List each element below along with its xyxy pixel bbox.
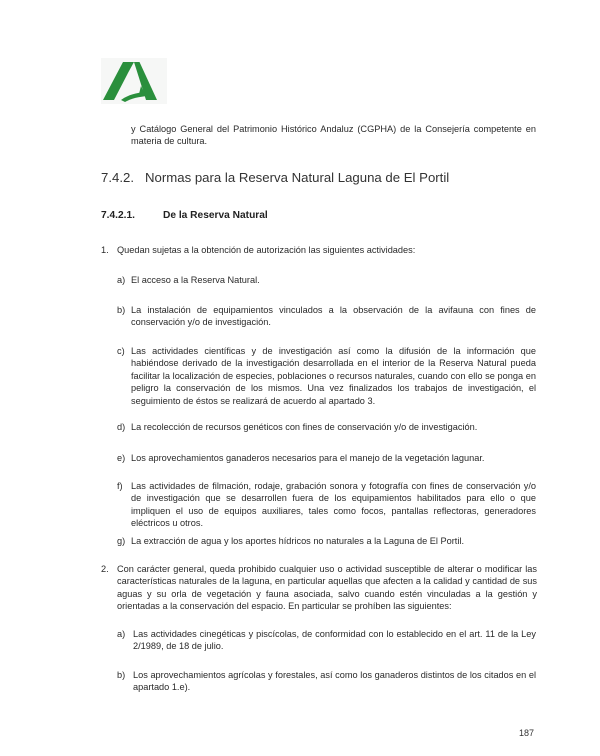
section-heading: [101, 170, 449, 185]
sublist-marker: c): [117, 346, 125, 356]
sublist-item-text: Las actividades cinegéticas y piscícolas, de conformidad con lo establecido en el art. 11 de la Ley 2/1989, de 18 de julio.: [133, 629, 536, 652]
sublist-marker: b): [117, 305, 126, 315]
list-item-text: Con carácter general, queda prohibido cualquier uso o actividad susceptible de alterar o modificar las características naturales de la laguna, en particular aquellas que afecten a la calidad y cantidad de sus aguas y su orla de vegetación y fauna asociada, salvo cuando estén vinculadas a la gestión y orientadas a la conservación del espacio. En particular se prohíben las siguientes:: [117, 564, 537, 612]
sublist-marker: a): [117, 275, 126, 285]
subsection-title: De la Reserva Natural: [163, 210, 268, 221]
subsection-number: 7.4.2.1.: [101, 210, 135, 221]
sublist-marker: e): [117, 453, 126, 463]
sublist-item-text: Las actividades de filmación, rodaje, grabación sonora y fotografía con fines de conservación y/o de investigación que se desarrollen fuera de los equipamientos habilitados para ello o que impliquen el uso de equipos auxiliares, tales como focos, pantallas reflectoras, generadores eléctricos u otros.: [131, 481, 536, 529]
sublist-item-text: La extracción de agua y los aportes hídricos no naturales a la Laguna de El Portil.: [131, 536, 464, 546]
subsection-heading: [101, 210, 268, 221]
sublist-item-text: Los aprovechamientos agrícolas y forestales, así como los ganaderos distintos de los citados en el apartado 1.e).: [133, 670, 536, 693]
sublist-marker: b): [117, 670, 126, 680]
sublist-item-text: La instalación de equipamientos vinculados a la observación de la avifauna con fines de conservación y/o de investigación.: [131, 305, 536, 328]
intro-paragraph: y Catálogo General del Patrimonio Histórico Andaluz (CGPHA) de la Consejería competente en materia de cultura.: [131, 124, 536, 147]
list-marker: 2.: [101, 564, 109, 574]
sublist-marker: d): [117, 422, 126, 432]
list-marker: 1.: [101, 245, 109, 255]
section-title: Normas para la Reserva Natural Laguna de El Portil: [145, 170, 450, 185]
section-number: 7.4.2.: [101, 170, 134, 185]
page-number: 187: [519, 728, 535, 738]
sublist-item-text: Las actividades científicas y de investigación así como la difusión de la información que habiéndose derivado de la investigación desarrollada en el interior de la Reserva Natural pueda facilitar la localización de especies, poblaciones o recursos naturales, cuando con ello se ponga en peligro la conservación de los mismos. Una vez finalizados los trabajos de investigación, el seguimiento de éstos se realizará de acuerdo al apartado 3.: [131, 346, 536, 406]
sublist-item-text: La recolección de recursos genéticos con fines de conservación y/o de investigación.: [131, 422, 478, 432]
sublist-marker: f): [117, 481, 123, 491]
sublist-item-text: Los aprovechamientos ganaderos necesarios para el manejo de la vegetación lagunar.: [131, 453, 485, 463]
list-item-text: Quedan sujetas a la obtención de autorización las siguientes actividades:: [117, 245, 416, 255]
junta-andalucia-logo: [101, 58, 167, 104]
sublist-marker: g): [117, 536, 126, 546]
sublist-item-text: El acceso a la Reserva Natural.: [131, 275, 260, 285]
sublist-marker: a): [117, 629, 126, 639]
